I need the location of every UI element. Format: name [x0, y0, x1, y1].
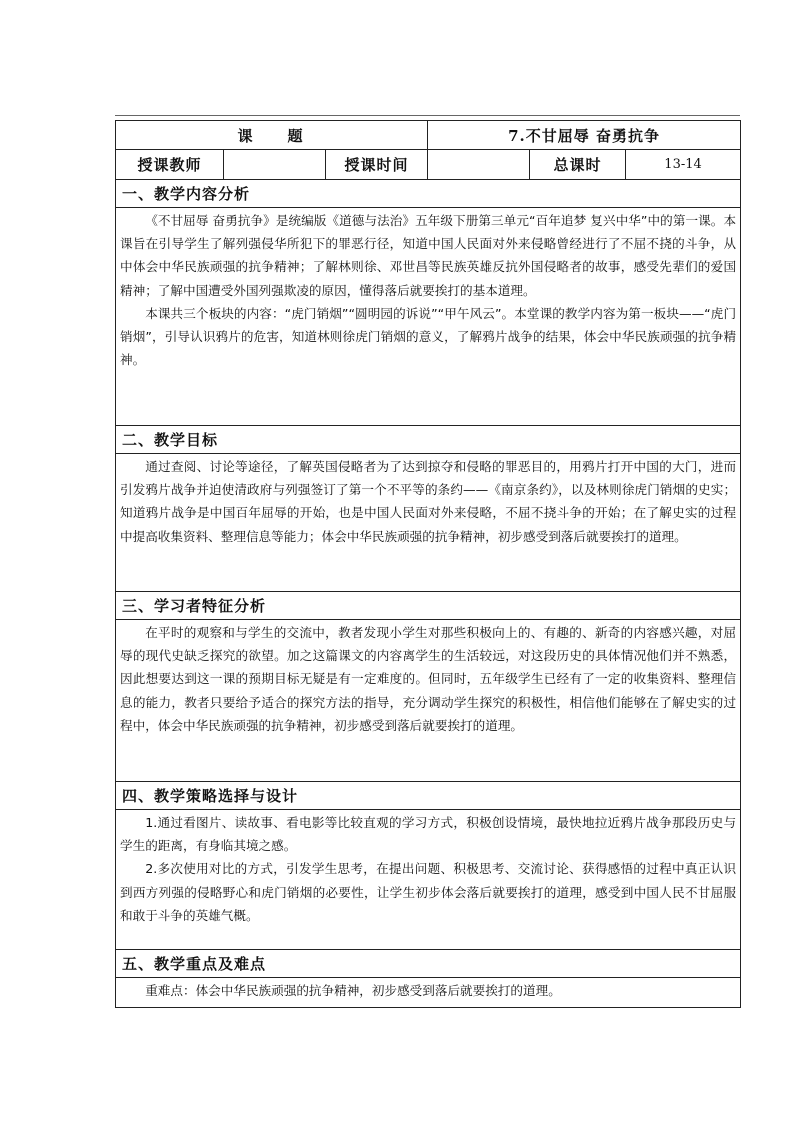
course-label-left: 课	[237, 126, 256, 145]
section-body	[116, 810, 741, 950]
paragraph: 重难点：体会中华民族顽强的抗争精神，初步感受到落后就要挨打的道理。	[145, 983, 561, 998]
teacher-value	[224, 150, 326, 180]
section-body	[116, 454, 741, 592]
section-title: 五、教学重点及难点	[116, 950, 741, 978]
paragraph: 2.多次使用对比的方式，引发学生思考，在提出问题、积极思考、交流讨论、获得感悟的过程中真正认识到西方列强的侵略野心和虎门销烟的必要性，让学生初步体会落后就要挨打的道理，感受到中国人民不甘屈服和敢于斗争的英雄气概。	[120, 861, 737, 923]
section-header-row	[116, 180, 741, 208]
paragraph: 《不甘屈辱 奋勇抗争》是统编版《道德与法治》五年级下册第三单元“百年追梦 复兴中华”中的第一课。本课旨在引导学生了解列强侵华所犯下的罪恶行径，知道中国人民面对外来侵略曾经进行了不屈不挠的斗争，从中体会中华民族顽强的抗争精神；了解林则徐、邓世昌等民族英雄反抗外国侵略者的故事，感受先辈们的爱国精神；了解中国遭受外国列强欺凌的原因，懂得落后就要挨打的基本道理。	[120, 213, 737, 298]
section-body-row	[116, 454, 741, 592]
paragraph: 在平时的观察和与学生的交流中，教者发现小学生对那些积极向上的、有趣的、新奇的内容感兴趣，对屈辱的现代史缺乏探究的欲望。加之这篇课文的内容离学生的生活较远，对这段历史的具体情况他们并不熟悉，因此想要达到这一课的预期目标无疑是有一定难度的。但同时，五年级学生已经有了一定的收集资料、整理信息的能力，教者只要给予适合的探究方法的指导，充分调动学生探究的积极性，相信他们能够在了解史实的过程中，体会中华民族顽强的抗争精神，初步感受到落后就要挨打的道理。	[120, 625, 737, 733]
paragraph: 通过查阅、讨论等途径，了解英国侵略者为了达到掠夺和侵略的罪恶目的，用鸦片打开中国的大门，进而引发鸦片战争并迫使清政府与列强签订了第一个不平等的条约——《南京条约》，以及林则徐虎门销烟的史实；知道鸦片战争是中国百年屈辱的开始，也是中国人民面对外来侵略，不屈不挠斗争的开始；在了解史实的过程中提高收集资料、整理信息等能力；体会中华民族顽强的抗争精神，初步感受到落后就要挨打的道理。	[120, 459, 737, 544]
time-value	[428, 150, 530, 180]
section-title: 一、教学内容分析	[116, 180, 741, 208]
section-body-row	[116, 978, 741, 1008]
section-header-row	[116, 782, 741, 810]
total-hours-label: 总课时	[530, 150, 626, 180]
teacher-label: 授课教师	[116, 150, 224, 180]
total-hours-value: 13-14	[626, 150, 741, 180]
section-title: 四、教学策略选择与设计	[116, 782, 741, 810]
paragraph: 本课共三个板块的内容：“虎门销烟”“圆明园的诉说”“甲午风云”。本堂课的教学内容为第一板块——“虎门销烟”，引导认识鸦片的危害，知道林则徐虎门销烟的意义，了解鸦片战争的结果，体会中华民族顽强的抗争精神。	[120, 305, 737, 368]
section-body-row	[116, 810, 741, 950]
section-body	[116, 978, 741, 1008]
top-rule	[115, 115, 740, 116]
section-body-row	[116, 208, 741, 426]
section-header-row	[116, 950, 741, 978]
lesson-plan-table	[115, 120, 741, 1008]
course-label-cell	[116, 121, 428, 150]
section-title: 三、学习者特征分析	[116, 592, 741, 620]
section-header-row	[116, 426, 741, 454]
time-label: 授课时间	[326, 150, 428, 180]
section-body	[116, 620, 741, 782]
lesson-title: 7.不甘屈辱 奋勇抗争	[428, 121, 741, 150]
course-row	[116, 121, 741, 150]
section-body	[116, 208, 741, 426]
paragraph: 1.通过看图片、读故事、看电影等比较直观的学习方式，积极创设情境，最快地拉近鸦片战争那段历史与学生的距离，有身临其境之感。	[120, 815, 737, 854]
section-header-row	[116, 592, 741, 620]
section-body-row	[116, 620, 741, 782]
section-title: 二、教学目标	[116, 426, 741, 454]
meta-row	[116, 150, 741, 180]
course-label-right: 题	[287, 126, 306, 145]
